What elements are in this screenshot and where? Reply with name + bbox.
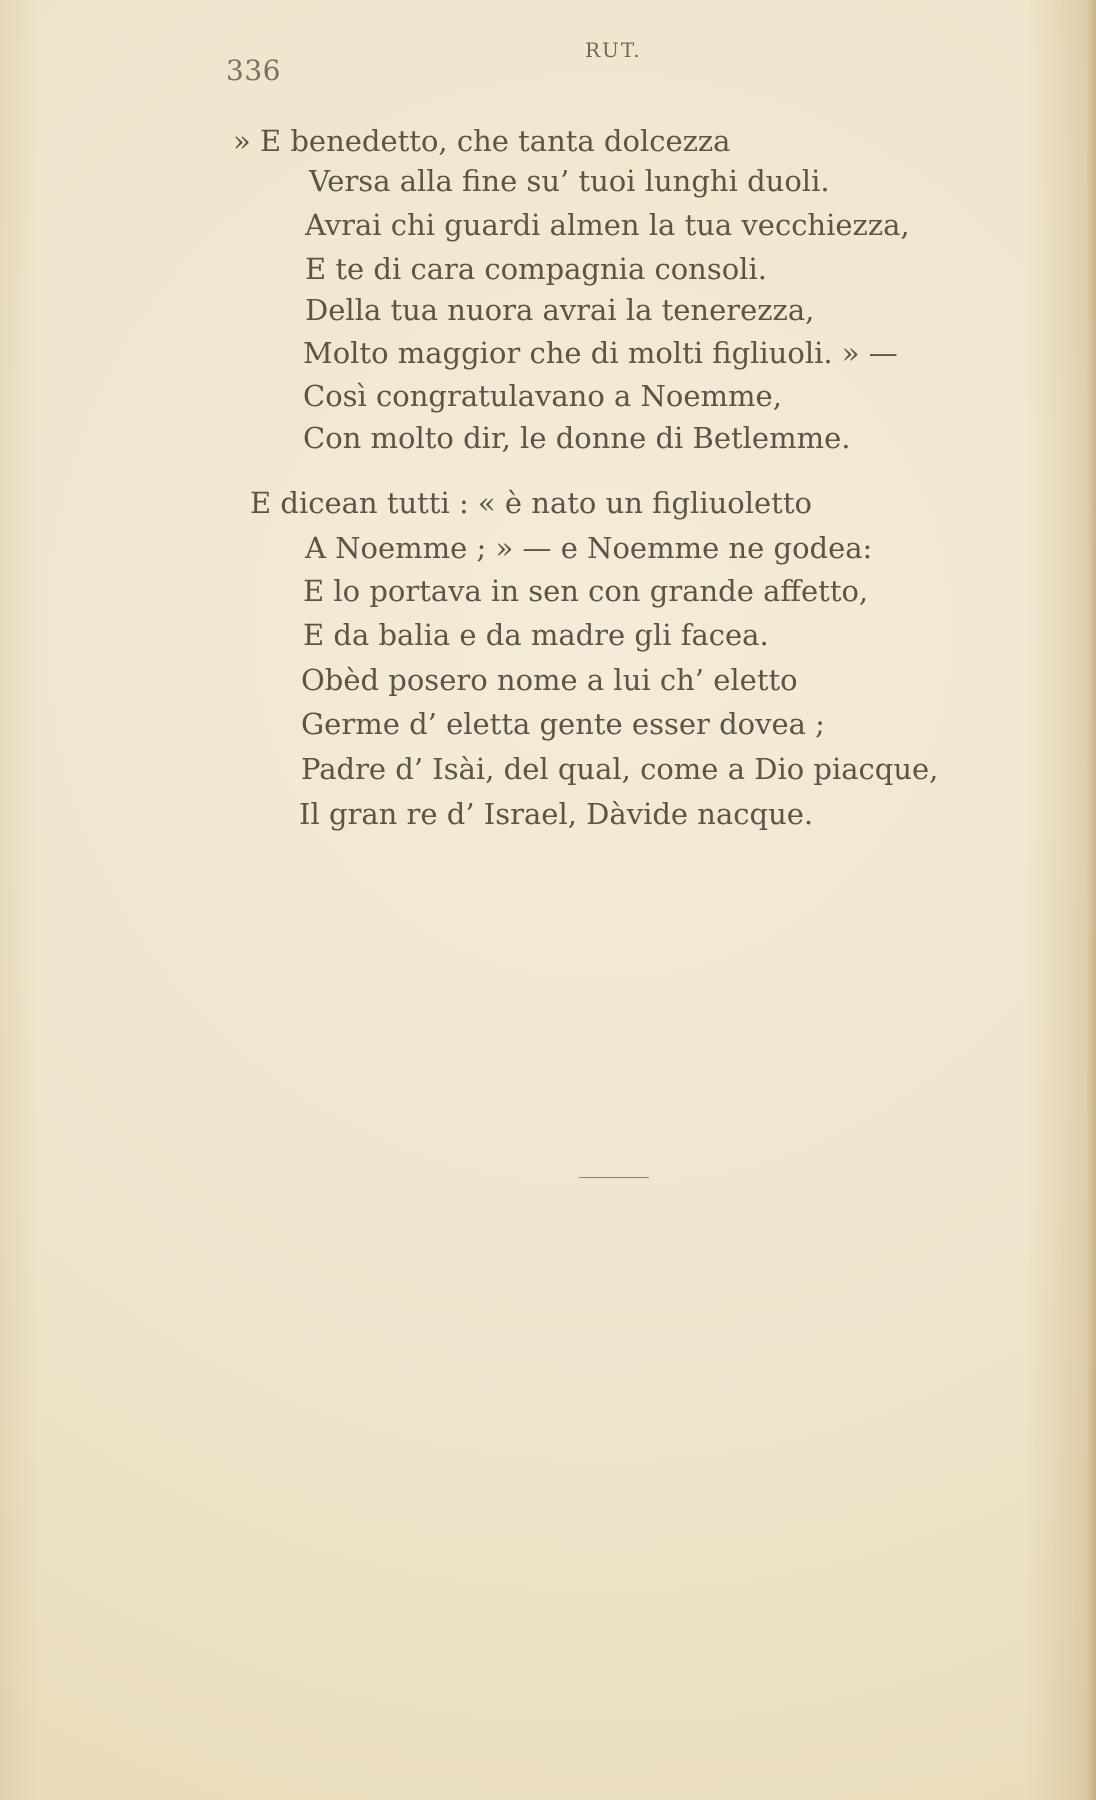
stanza1-line-7: Così congratulavano a Noemme, [303,379,782,413]
end-rule [579,1177,649,1178]
stanza1-line-2: Versa alla fine su’ tuoi lunghi duoli. [309,164,830,198]
page-number: 336 [226,54,281,87]
stanza1-line-6: Molto maggior che di molti figliuoli. » — [303,336,898,370]
stanza1-line-1: » E benedetto, che tanta dolcezza [233,124,731,158]
stanza2-line-6: Germe d’ eletta gente esser dovea ; [301,707,825,741]
running-head: RUT. [585,38,642,62]
stanza2-line-5: Obèd posero nome a lui ch’ eletto [301,663,798,697]
stanza1-line-4: E te di cara compagnia consoli. [305,252,767,286]
stanza2-line-1: E dicean tutti : « è nato un figliuoletto [250,486,812,520]
stanza2-line-4: E da balia e da madre gli facea. [303,618,769,652]
stanza1-line-3: Avrai chi guardi almen la tua vecchiezza, [305,208,910,242]
stanza2-line-2: A Noemme ; » — e Noemme ne godea: [305,531,873,565]
page-edge-shadow [1086,0,1096,1800]
stanza2-line-3: E lo portava in sen con grande affetto, [303,574,869,608]
stanza1-line-5: Della tua nuora avrai la tenerezza, [305,293,815,327]
stanza2-line-7: Padre d’ Isài, del qual, come a Dio piacque, [301,752,939,786]
stanza2-line-8: Il gran re d’ Israel, Dàvide nacque. [299,797,814,831]
stanza1-line-8: Con molto dir, le donne di Betlemme. [303,421,851,455]
